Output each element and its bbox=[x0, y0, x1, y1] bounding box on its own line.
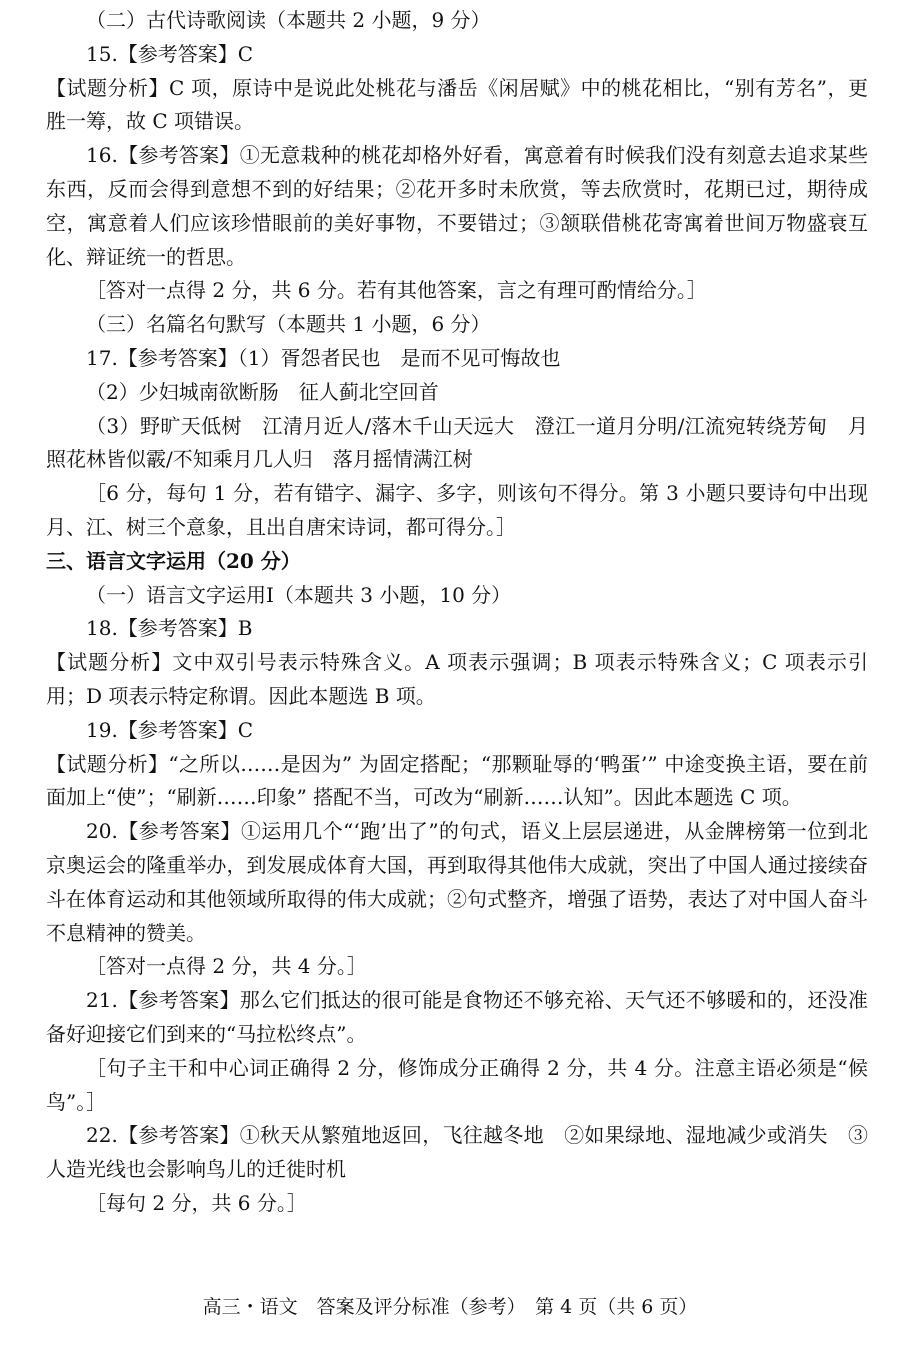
answer-20: 20.【参考答案】①运用几个“‘跑’出了”的句式，语义上层层递进，从金牌榜第一位到北京奥运会的隆重举办，到发展成体育大国，再到取得其他伟大成就，突出了中国人通过接续奋斗在体育运动和其他领域所取得的伟大成就；②句式整齐，增强了语势，表达了对中国人奋斗不息精神的赞美。 bbox=[46, 819, 868, 945]
section-heading: （一）语言文字运用Ⅰ（本题共 3 小题，10 分） bbox=[86, 582, 512, 607]
answer-17-part-2: （2）少妇城南欲断肠 征人蓟北空回首 bbox=[86, 379, 439, 404]
answer-19: 19.【参考答案】C bbox=[86, 717, 254, 742]
answer-18: 18.【参考答案】B bbox=[86, 616, 253, 641]
answer-17-part-3: （3）野旷天低树 江清月近人/落木千山天远大 澄江一道月分明/江流宛转绕芳甸 月照花林皆似霰/不知乘月几人归 落月摇情满江树 bbox=[46, 413, 868, 472]
answer-21: 21.【参考答案】那么它们抵达的很可能是食物还不够充裕、天气还不够暖和的，还没准备好迎接它们到来的“马拉松终点”。 bbox=[46, 988, 868, 1046]
scoring-note-22: ［每句 2 分，共 6 分。］ bbox=[86, 1190, 307, 1215]
section-heading: （二）古代诗歌阅读（本题共 2 小题，9 分） bbox=[86, 8, 491, 32]
part-heading: 三、语言文字运用（20 分） bbox=[46, 548, 301, 573]
answer-17: 17.【参考答案】（1）胥怨者民也 是而不见可悔故也 bbox=[86, 345, 561, 370]
section-heading: （三）名篇名句默写（本题共 1 小题，6 分） bbox=[86, 312, 491, 337]
answer-document bbox=[46, 4, 868, 1221]
answer-16: 16.【参考答案】①无意栽种的桃花却格外好看，寓意着有时候我们没有刻意去追求某些东西，反而会得到意想不到的好结果；②花开多时未欣赏，等去欣赏时，花期已过，期待成空，寓意着人们应该珍惜眼前的美好事物，不要错过；③颔联借桃花寄寓着世间万物盛衰互化、辩证统一的哲思。 bbox=[46, 143, 868, 269]
analysis-19: 【试题分析】“之所以……是因为” 为固定搭配；“那颗耻辱的‘鸭蛋’” 中途变换主语，要在前面加上“使”；“刷新……印象” 搭配不当，可改为“刷新……认知”。因此本题选 C 项。 bbox=[46, 751, 868, 810]
scoring-note-21: ［句子主干和中心词正确得 2 分，修饰成分正确得 2 分，共 4 分。注意主语必须是“候鸟”。］ bbox=[46, 1055, 868, 1114]
scoring-note-20: ［答对一点得 2 分，共 4 分。］ bbox=[86, 954, 367, 979]
answer-15: 15.【参考答案】C bbox=[86, 41, 254, 66]
answer-22: 22.【参考答案】①秋天从繁殖地返回，飞往越冬地 ②如果绿地、湿地减少或消失 ③人造光线也会影响鸟儿的迁徙时机 bbox=[46, 1123, 868, 1182]
page-footer: 高三・语文 答案及评分标准（参考） 第 4 页（共 6 页） bbox=[202, 1296, 698, 1318]
scoring-note-16: ［答对一点得 2 分，共 6 分。若有其他答案，言之有理可酌情给分。］ bbox=[86, 278, 707, 303]
scoring-note-17: ［6 分，每句 1 分，若有错字、漏字、多字，则该句不得分。第 3 小题只要诗句中出现月、江、树三个意象，且出自唐宋诗词，都可得分。］ bbox=[46, 481, 868, 539]
analysis-15: 【试题分析】C 项，原诗中是说此处桃花与潘岳《闲居赋》中的桃花相比，“别有芳名”，更胜一筹，故 C 项错误。 bbox=[46, 75, 868, 134]
analysis-18: 【试题分析】文中双引号表示特殊含义。A 项表示强调；B 项表示特殊含义；C 项表示引用；D 项表示特定称谓。因此本题选 B 项。 bbox=[46, 650, 868, 708]
